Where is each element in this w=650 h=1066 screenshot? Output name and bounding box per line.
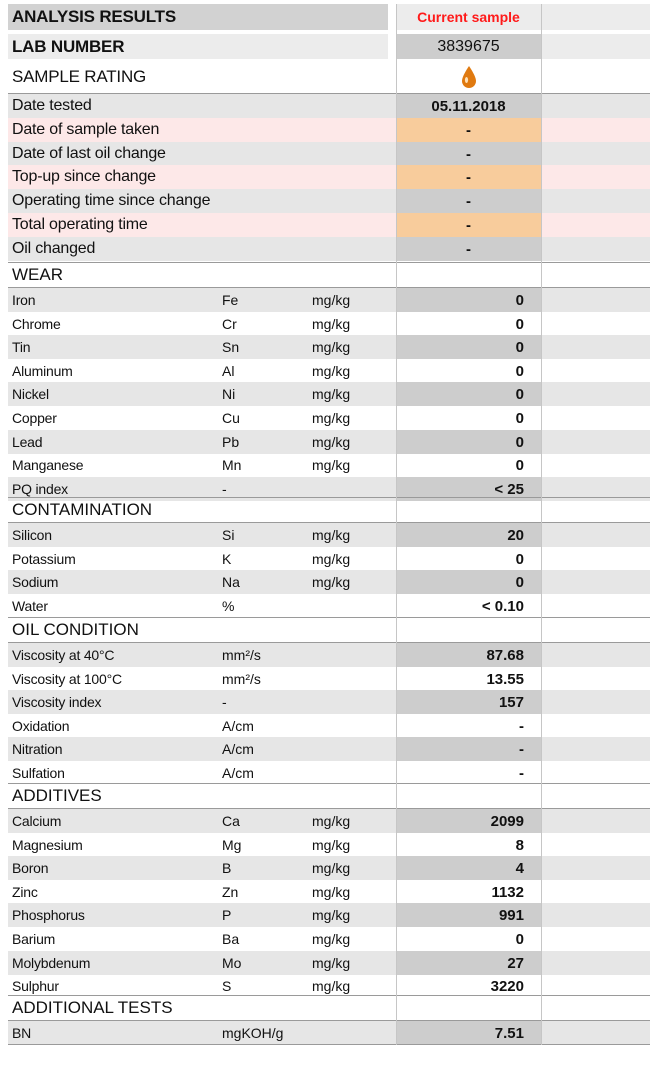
parameter-value: 27: [507, 954, 524, 972]
parameter-value: 3220: [490, 977, 524, 995]
parameter-symbol: Fe: [222, 292, 239, 308]
info-value: -: [466, 121, 471, 139]
cell-background: [8, 1021, 650, 1045]
parameter-symbol: Ca: [222, 813, 240, 829]
table-row: [8, 809, 650, 833]
parameter-name: Oxidation: [12, 718, 70, 734]
parameter-symbol: Si: [222, 527, 235, 543]
lab-number-label: LAB NUMBER: [12, 36, 125, 56]
parameter-value: 0: [515, 385, 524, 403]
parameter-symbol: Cr: [222, 316, 237, 332]
parameter-symbol: Pb: [222, 434, 240, 450]
parameter-unit: mg/kg: [312, 410, 351, 426]
parameter-value: 0: [515, 433, 524, 451]
parameter-name: Viscosity at 100°C: [12, 671, 122, 687]
parameter-unit: mg/kg: [312, 884, 351, 900]
parameter-symbol: S: [222, 978, 232, 994]
section-title: OIL CONDITION: [12, 620, 139, 639]
parameter-unit: mg/kg: [312, 955, 351, 971]
parameter-name: Copper: [12, 410, 57, 426]
cell-background: [541, 4, 650, 30]
parameter-name: BN: [12, 1025, 32, 1041]
parameter-unit: mg/kg: [312, 813, 351, 829]
section-header: [8, 498, 650, 522]
cell-background: [8, 237, 650, 261]
table-row: [8, 453, 650, 477]
parameter-name: Magnesium: [12, 837, 83, 853]
parameter-symbol: B: [222, 860, 232, 876]
table-row: [8, 903, 650, 927]
parameter-symbol: mgKOH/g: [222, 1025, 284, 1041]
parameter-name: Manganese: [12, 457, 84, 473]
info-value: -: [466, 168, 471, 186]
info-value: -: [466, 216, 471, 234]
parameter-unit: mg/kg: [312, 837, 351, 853]
parameter-value: 1132: [491, 883, 524, 901]
parameter-name: PQ index: [12, 481, 68, 497]
parameter-name: Lead: [12, 434, 43, 450]
section-title: CONTAMINATION: [12, 500, 153, 519]
parameter-value: < 25: [494, 480, 524, 498]
parameter-unit: mg/kg: [312, 339, 351, 355]
cell-background: [8, 737, 650, 761]
info-label: Total operating time: [12, 216, 148, 233]
info-label: Date of last oil change: [12, 145, 166, 162]
parameter-value: 0: [515, 456, 524, 474]
info-label: Operating time since change: [12, 192, 211, 209]
table-row: [8, 927, 650, 951]
table-row: [8, 382, 650, 406]
parameter-symbol: Ni: [222, 386, 236, 402]
section-header: [8, 263, 650, 287]
table-row: [8, 856, 650, 880]
lab-number-row: [8, 34, 650, 59]
parameter-name: Potassium: [12, 551, 76, 567]
section-header: [8, 996, 650, 1020]
parameter-value: -: [519, 764, 524, 782]
table-row: [8, 667, 650, 691]
table-row: [8, 833, 650, 857]
parameter-symbol: K: [222, 551, 232, 567]
oil-drop-icon: [460, 65, 478, 89]
parameter-name: Sulfation: [12, 765, 65, 781]
info-value: -: [466, 192, 471, 210]
parameter-value: 8: [515, 836, 524, 854]
sample-rating-label: SAMPLE RATING: [12, 67, 147, 86]
info-value: -: [466, 240, 471, 258]
parameter-value: 0: [515, 550, 524, 568]
info-row: [8, 94, 650, 118]
divider: [8, 1044, 650, 1045]
parameter-unit: mg/kg: [312, 292, 351, 308]
section-header: [8, 618, 650, 642]
info-row: [8, 118, 650, 142]
parameter-symbol: Na: [222, 574, 240, 590]
info-label: Date of sample taken: [12, 121, 160, 138]
parameter-value: 0: [515, 291, 524, 309]
table-row: [8, 570, 650, 594]
parameter-name: Water: [12, 598, 48, 614]
table-row: [8, 523, 650, 547]
parameter-name: Sodium: [12, 574, 59, 590]
parameter-name: Silicon: [12, 527, 52, 543]
section-title: WEAR: [12, 265, 63, 284]
parameter-unit: mg/kg: [312, 457, 351, 473]
table-row: [8, 761, 650, 785]
parameter-name: Nickel: [12, 386, 49, 402]
info-value: -: [466, 145, 471, 163]
parameter-value: 2099: [490, 812, 524, 830]
info-row: [8, 213, 650, 237]
parameter-value: -: [519, 717, 524, 735]
info-row: [8, 237, 650, 261]
table-row: [8, 312, 650, 336]
table-row: [8, 1021, 650, 1045]
section-header: [8, 784, 650, 808]
parameter-symbol: Cu: [222, 410, 240, 426]
parameter-name: Tin: [12, 339, 31, 355]
table-row: [8, 880, 650, 904]
parameter-name: Molybdenum: [12, 955, 91, 971]
table-row: [8, 643, 650, 667]
parameter-symbol: Mg: [222, 837, 242, 853]
parameter-value: 87.68: [486, 646, 524, 664]
parameter-unit: mg/kg: [312, 316, 351, 332]
table-row: [8, 547, 650, 571]
sample-rating-value: [396, 63, 541, 91]
parameter-value: < 0.10: [481, 597, 524, 615]
parameter-name: Viscosity at 40°C: [12, 647, 115, 663]
parameter-value: 13.55: [486, 670, 524, 688]
parameter-value: 0: [515, 573, 524, 591]
parameter-value: 0: [515, 409, 524, 427]
parameter-value: 20: [507, 526, 524, 544]
parameter-symbol: P: [222, 907, 232, 923]
section-title: ADDITIONAL TESTS: [12, 998, 173, 1017]
parameter-symbol: -: [222, 694, 227, 710]
info-row: [8, 165, 650, 189]
analysis-results-header: [8, 4, 650, 30]
table-row: [8, 737, 650, 761]
parameter-value: 991: [498, 906, 524, 924]
parameter-symbol: mm²/s: [222, 671, 261, 687]
info-label: Oil changed: [12, 240, 96, 257]
parameter-symbol: Mo: [222, 955, 242, 971]
parameter-name: Phosphorus: [12, 907, 85, 923]
parameter-unit: mg/kg: [312, 386, 351, 402]
parameter-value: 0: [515, 338, 524, 356]
parameter-unit: mg/kg: [312, 931, 351, 947]
table-row: [8, 690, 650, 714]
column-separator: [396, 4, 397, 1045]
parameter-name: Nitration: [12, 741, 63, 757]
cell-background: [541, 34, 650, 59]
parameter-symbol: A/cm: [222, 718, 254, 734]
parameter-symbol: mm²/s: [222, 647, 261, 663]
table-row: [8, 288, 650, 312]
parameter-symbol: Al: [222, 363, 235, 379]
parameter-name: Aluminum: [12, 363, 73, 379]
parameter-value: 0: [515, 930, 524, 948]
parameter-name: Boron: [12, 860, 49, 876]
parameter-name: Chrome: [12, 316, 61, 332]
table-row: [8, 335, 650, 359]
parameter-value: -: [519, 740, 524, 758]
parameter-value: 0: [515, 315, 524, 333]
parameter-symbol: Mn: [222, 457, 242, 473]
parameter-unit: mg/kg: [312, 860, 351, 876]
parameter-unit: mg/kg: [312, 527, 351, 543]
parameter-value: 4: [515, 859, 524, 877]
parameter-unit: mg/kg: [312, 551, 351, 567]
parameter-symbol: -: [222, 481, 227, 497]
current-sample-label: Current sample: [417, 9, 520, 25]
parameter-symbol: Zn: [222, 884, 239, 900]
parameter-name: Viscosity index: [12, 694, 102, 710]
info-value: 05.11.2018: [431, 97, 506, 115]
parameter-name: Barium: [12, 931, 56, 947]
parameter-unit: mg/kg: [312, 978, 351, 994]
table-row: [8, 430, 650, 454]
parameter-name: Zinc: [12, 884, 38, 900]
parameter-symbol: %: [222, 598, 235, 614]
table-row: [8, 714, 650, 738]
info-label: Date tested: [12, 97, 92, 114]
parameter-symbol: Ba: [222, 931, 240, 947]
parameter-symbol: A/cm: [222, 765, 254, 781]
sample-rating-row: [8, 63, 650, 91]
table-row: [8, 359, 650, 383]
parameter-name: Iron: [12, 292, 36, 308]
cell-background: [8, 94, 650, 118]
info-row: [8, 142, 650, 166]
parameter-value: 7.51: [494, 1024, 524, 1042]
parameter-name: Sulphur: [12, 978, 59, 994]
table-row: [8, 951, 650, 975]
parameter-unit: mg/kg: [312, 907, 351, 923]
table-row: [8, 406, 650, 430]
parameter-value: 0: [515, 362, 524, 380]
cell-background: [8, 690, 650, 714]
parameter-unit: mg/kg: [312, 434, 351, 450]
parameter-unit: mg/kg: [312, 574, 351, 590]
info-row: [8, 189, 650, 213]
parameter-unit: mg/kg: [312, 363, 351, 379]
section-title: ADDITIVES: [12, 786, 102, 805]
parameter-name: Calcium: [12, 813, 62, 829]
lab-number-value: 3839675: [437, 37, 500, 55]
info-label: Top-up since change: [12, 168, 156, 185]
parameter-value: 157: [498, 693, 524, 711]
column-separator: [541, 4, 542, 1045]
parameter-symbol: A/cm: [222, 741, 254, 757]
table-row: [8, 594, 650, 618]
page-title: ANALYSIS RESULTS: [12, 7, 176, 26]
parameter-symbol: Sn: [222, 339, 240, 355]
